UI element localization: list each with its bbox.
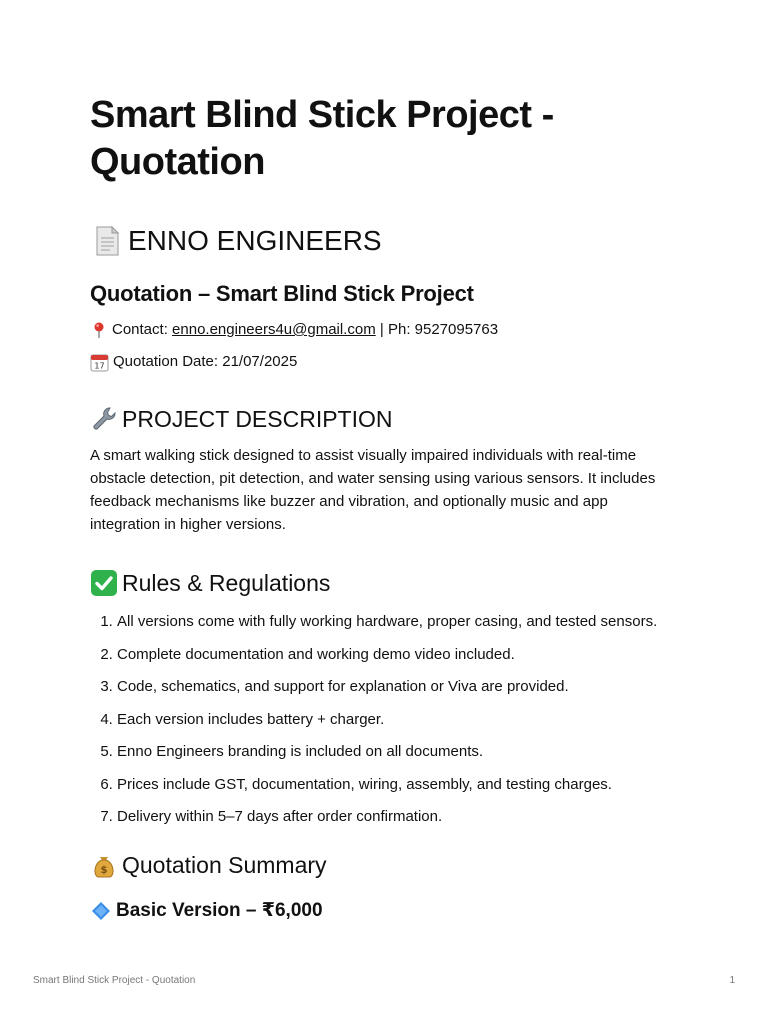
- rules-title: Rules & Regulations: [122, 570, 331, 596]
- money-bag-icon: [90, 851, 118, 879]
- blue-diamond-icon: [90, 900, 112, 922]
- quotation-date: Quotation Date: 21/07/2025: [113, 353, 298, 370]
- project-description-title: PROJECT DESCRIPTION: [122, 406, 393, 432]
- list-item: 2. Complete documentation and working demo video included.: [117, 643, 670, 666]
- calendar-icon: [90, 353, 109, 372]
- company-name: ENNO ENGINEERS: [128, 225, 382, 256]
- list-item: 4. Each version includes battery + charger.: [117, 708, 670, 731]
- contact-phone: | Ph: 9527095763: [379, 321, 499, 338]
- footer-page-number: 1: [729, 975, 735, 986]
- basic-version-heading: [90, 898, 670, 924]
- contact-line: [90, 320, 670, 340]
- summary-title: Quotation Summary: [122, 852, 327, 878]
- list-item: 1. All versions come with fully working hardware, proper casing, and tested sensors.: [117, 610, 670, 633]
- contact-email-link[interactable]: enno.engineers4u@gmail.com: [172, 321, 376, 338]
- quotation-date-line: [90, 352, 670, 372]
- list-item: 6. Prices include GST, documentation, wiring, assembly, and testing charges.: [117, 773, 670, 796]
- pin-icon: [90, 321, 108, 339]
- list-item: 3. Code, schematics, and support for explanation or Viva are provided.: [117, 675, 670, 698]
- company-heading: [90, 224, 670, 258]
- basic-version-title: Basic Version – ₹6,000: [116, 900, 323, 921]
- contact-label: Contact:: [112, 321, 168, 338]
- footer-document-title: Smart Blind Stick Project - Quotation: [33, 975, 196, 986]
- svg-text:17: 17: [94, 361, 105, 370]
- check-icon: [90, 569, 118, 597]
- summary-heading: [90, 850, 670, 880]
- rules-heading: [90, 568, 670, 598]
- rules-list: [90, 610, 670, 828]
- document-page: [90, 92, 670, 924]
- wrench-icon: [90, 405, 118, 433]
- document-title: Smart Blind Stick Project - Quotation: [90, 94, 554, 183]
- project-description-heading: [90, 404, 670, 434]
- list-item: 7. Delivery within 5–7 days after order confirmation.: [117, 805, 670, 828]
- document-icon: [90, 224, 124, 258]
- svg-text:$: $: [100, 865, 108, 876]
- project-description-text: A smart walking stick designed to assist visually impaired individuals with real-time obstacle detection, pit detection, and water sensing using various sensors. It includes feedback mechanisms like buzzer and vibration, and optionally music and app integration in higher versions.: [90, 447, 656, 533]
- quotation-subtitle: Quotation – Smart Blind Stick Project: [90, 281, 474, 306]
- list-item: 5. Enno Engineers branding is included on all documents.: [117, 740, 670, 763]
